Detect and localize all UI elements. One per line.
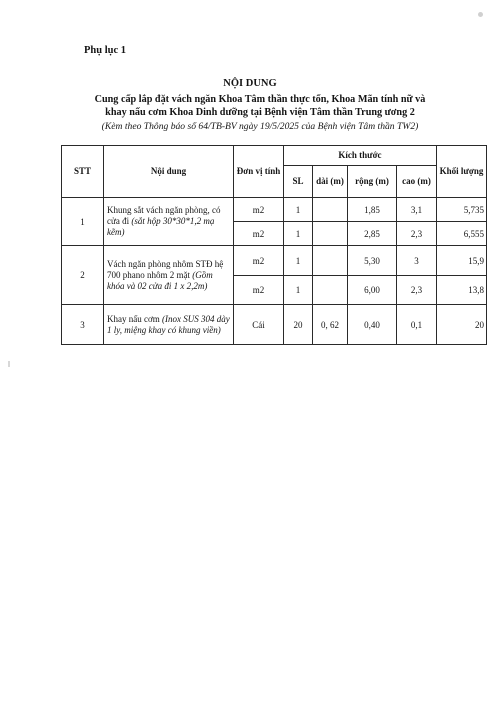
cell-width: 1,85 [348, 198, 397, 222]
header-width: rộng (m) [348, 166, 397, 198]
header-qty: SL [284, 166, 313, 198]
header-height: cao (m) [397, 166, 437, 198]
header-volume: Khối lượng [437, 146, 487, 198]
cell-qty: 1 [284, 276, 313, 305]
scan-dot [478, 12, 483, 17]
cell-volume: 6,555 [437, 222, 487, 246]
cell-qty: 1 [284, 198, 313, 222]
cell-volume: 20 [437, 305, 487, 345]
content-spec: (Inox SUS 304 dày 1 ly, miệng khay có khung viền) [107, 313, 230, 335]
cell-content [104, 246, 234, 305]
header-unit: Đơn vị tính [234, 146, 284, 198]
cell-content [104, 198, 234, 246]
cell-width: 6,00 [348, 276, 397, 305]
content-text: Khay nấu cơm [107, 313, 162, 324]
cell-length [313, 198, 348, 222]
cell-height: 0,1 [397, 305, 437, 345]
content-spec: (Gồm khóa và 02 cửa đi 1 x 2,2m) [107, 269, 213, 291]
items-table [61, 145, 487, 345]
table-row [62, 305, 487, 345]
cell-length: 0, 62 [313, 305, 348, 345]
cell-qty: 1 [284, 222, 313, 246]
cell-stt: 3 [62, 305, 104, 345]
cell-volume: 5,735 [437, 198, 487, 222]
cell-width: 5,30 [348, 246, 397, 276]
cell-length [313, 276, 348, 305]
content-text: Khung sắt vách ngăn phòng, có cửa đi [107, 205, 221, 226]
cell-stt: 1 [62, 198, 104, 246]
cell-width: 2,85 [348, 222, 397, 246]
header-content: Nội dung [104, 146, 234, 198]
subtitle-line-1: Cung cấp lắp đặt vách ngăn Khoa Tâm thần thực tổn, Khoa Mãn tính nữ và [94, 94, 426, 105]
content-text: Vách ngăn phòng nhôm STĐ hệ 700 phano nhôm 2 mặt [107, 258, 224, 280]
cell-height: 3 [397, 246, 437, 276]
cell-length [313, 246, 348, 276]
table-row [62, 198, 487, 222]
content-spec: (sắt hộp 30*30*1,2 mạ kẽm) [107, 216, 215, 237]
scan-mark [8, 361, 10, 367]
cell-qty: 20 [284, 305, 313, 345]
subtitle-line-2: khay nấu cơm Khoa Dinh dưỡng tại Bệnh viện Tâm thần Trung ương 2 [105, 107, 415, 118]
cell-volume: 13,8 [437, 276, 487, 305]
cell-length [313, 222, 348, 246]
cell-volume: 15,9 [437, 246, 487, 276]
cell-height: 2,3 [397, 276, 437, 305]
header-dimensions: Kích thước [284, 146, 437, 166]
cell-qty: 1 [284, 246, 313, 276]
reference-note: (Kèm theo Thông báo số 64/TB-BV ngày 19/5/2025 của Bệnh viện Tâm thần TW2) [101, 121, 419, 132]
document-title: NỘI DUNG [223, 78, 277, 89]
table-row [62, 246, 487, 276]
header-stt: STT [62, 146, 104, 198]
cell-content [104, 305, 234, 345]
appendix-label: Phụ lục 1 [84, 45, 127, 56]
cell-unit: m2 [234, 246, 284, 276]
cell-unit: Cái [234, 305, 284, 345]
cell-height: 3,1 [397, 198, 437, 222]
cell-stt: 2 [62, 246, 104, 305]
header-length: dài (m) [313, 166, 348, 198]
document-subtitle [50, 93, 470, 119]
cell-width: 0,40 [348, 305, 397, 345]
cell-unit: m2 [234, 198, 284, 222]
table-body [62, 198, 487, 345]
cell-unit: m2 [234, 222, 284, 246]
cell-unit: m2 [234, 276, 284, 305]
cell-height: 2,3 [397, 222, 437, 246]
